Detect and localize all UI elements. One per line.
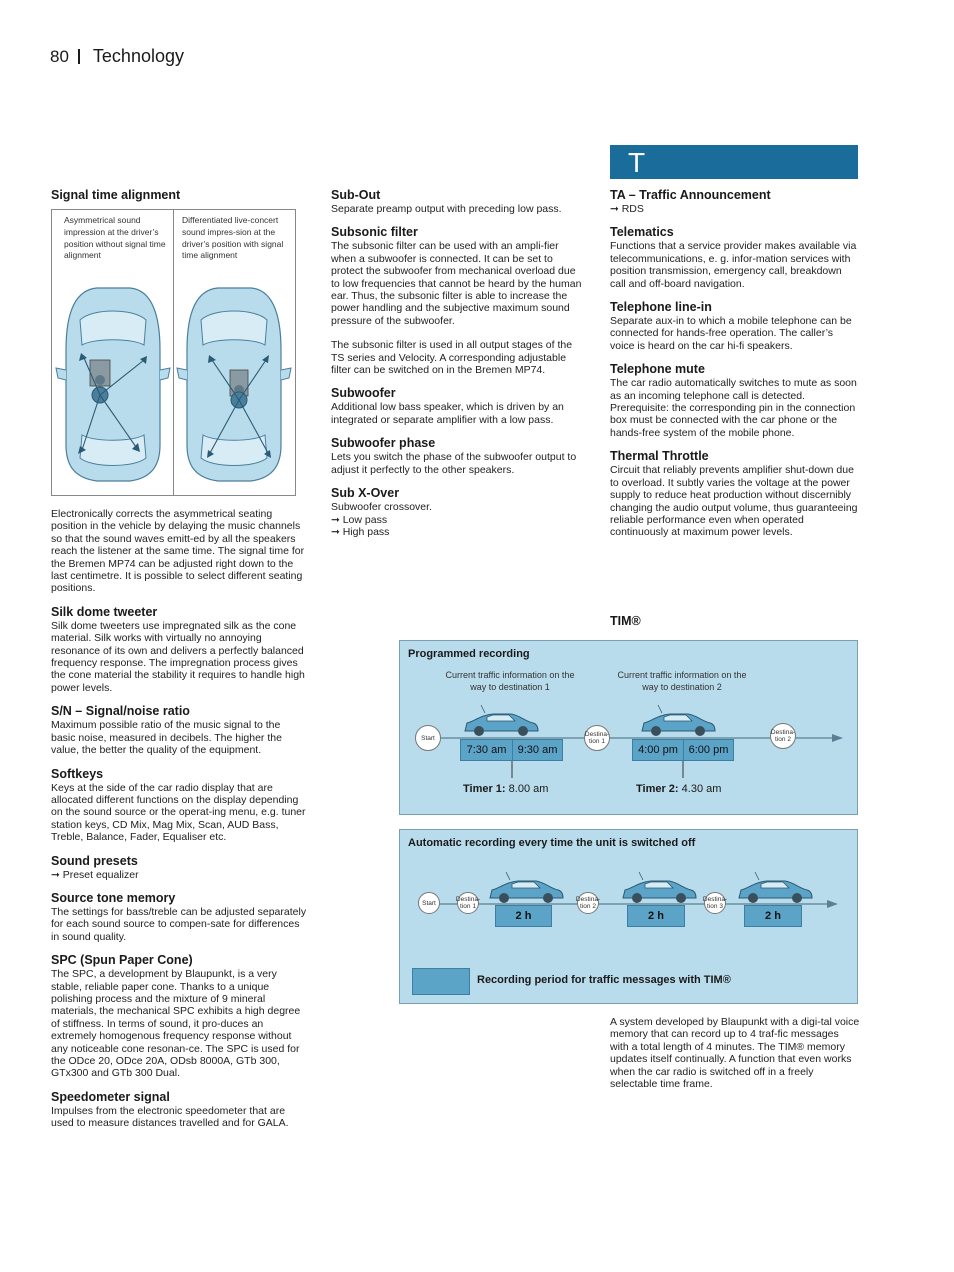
cross-reference: ➞ Preset equalizer (51, 868, 139, 881)
panel-title: Automatic recording every time the unit is switched off (408, 837, 696, 849)
entry-title: Sound presets (51, 853, 138, 868)
car-icon (623, 872, 696, 903)
time-start-2: 4:00 pm (632, 739, 684, 761)
entry-body: The settings for bass/treble can be adjusted separately for each sound source to compen-sate for differences in sound quality. (51, 905, 307, 943)
car-right-diagram (177, 288, 291, 481)
tim-description: A system developed by Blaupunkt with a digi-tal voice memory that can record up to 4 traf-fic messages with a total length of 4 minutes. The TIM® memory updates itself continually. A function that even works when the car radio is switched off in a freely selectable time frame. (610, 1016, 860, 1091)
entry-title: S/N – Signal/noise ratio (51, 704, 190, 719)
caption-without-alignment: Asymmetrical sound impression at the driver’s position without signal time alignment (64, 215, 166, 261)
entry-title: Thermal Throttle (610, 449, 709, 464)
seating-diagram (51, 209, 296, 496)
entry-body: Maximum possible ratio of the music signal to the basic noise, measured in decibels. The higher the value, the better the quality of the equipment. (51, 719, 282, 757)
entry-title: Source tone memory (51, 890, 176, 905)
car-icon (739, 872, 812, 903)
legend-label: Recording period for traffic messages with TIM® (477, 974, 731, 986)
entry-source-tone-memory (51, 891, 307, 943)
entry-body: The subsonic filter can be used with an ampli-fier when a subwoofer is connected. It can be set to protect the subwoofer from mechanical overload due to low frequencies that cannot be heard by the human ear. Thus, the subsonic filter is able to increase the power handling and the subjective maximum sound pressure of the subwoofer. (331, 240, 582, 327)
destination-2-node: Destina-tion 2 (770, 723, 796, 749)
entry-title: Softkeys (51, 766, 104, 781)
entry-body: Functions that a service provider makes available via telecommunications, e. g. infor-mation services with position transmission, emergency call, breakdown call and off-board navigation. (610, 240, 857, 290)
entry-traffic-announcement (610, 188, 860, 215)
entry-body: Impulses from the electronic speedometer that are used to measure distances travelled and for GALA. (51, 1104, 289, 1130)
car-diagrams (52, 210, 297, 497)
info-destination-2: Current traffic information on the way to destination 2 (617, 670, 747, 692)
entry-body: Separate aux-in to which a mobile telephone can be connected for hands-free operation. The caller’s voice is heard on the car hi-fi speakers. (610, 315, 852, 352)
destination-3-node: Destina-tion 3 (704, 892, 726, 914)
entry-body: Keys at the side of the car radio display that are allocated different functions on the display depending on the sound source or the operat-ing menu, e.g. tuner station keys, CD Mix, Mag Mix, Scan, AUD Bass, Treble, Balance, Fader, Equaliser etc. (51, 781, 306, 844)
entry-title: Sub-Out (331, 188, 381, 202)
section-title: Technology (92, 46, 184, 66)
destination-1-node: Destina-tion 1 (584, 725, 610, 751)
time-end-1: 9:30 am (512, 739, 563, 761)
entry-body: Electronically corrects the asymmetrical seating position in the vehicle by delaying the music channels so that the sound waves emitt-ed by all the speakers reach the listener at the same time. The signal time for the Bremen MP74 can be adjusted right down to the last centimetre. It is possible to select different seating positions. (51, 508, 305, 595)
entry-body: Lets you switch the phase of the subwoofer output to adjust it perfectly to the other speakers. (331, 451, 577, 476)
entry-title: Sub X-Over (331, 486, 400, 501)
time-end-2: 6:00 pm (683, 739, 734, 761)
banner-letter: T (628, 147, 646, 178)
entry-title: SPC (Spun Paper Cone) (51, 953, 193, 968)
entry-sub-x-over (331, 486, 583, 538)
entry-title: Subwoofer phase (331, 436, 436, 451)
legend-swatch (412, 968, 470, 995)
entry-body: The SPC, a development by Blaupunkt, is a very stable, reliable paper cone. Thanks to a unique polishing process and the mixture of 9 mineral materials, the mechanical SPC exhibits a high degree of stiffness. In terms of sound, it pro-duces an extremely homogenous frequency response without any noticeable cone resonan-ce. The SPC is used for the ODce 20, ODce 20A, ODsb 8000A, GTb 300, GTx300 and GTb 300 Dual. (51, 968, 301, 1080)
entry-subwoofer-phase (331, 436, 583, 476)
programmed-recording-diagram (399, 640, 858, 815)
entry-thermal-throttle (610, 449, 860, 538)
entry-title: Telephone line-in (610, 300, 712, 315)
entry-silk-dome-tweeter (51, 605, 307, 694)
entry-body-2: The subsonic filter is used in all output stages of the TS series and Velocity. A corresponding adjustable filter can be switched on in the Bremen MP74. (331, 339, 573, 377)
entry-telephone-line-in (610, 300, 860, 352)
duration-3: 2 h (744, 905, 802, 927)
entry-title: Telematics (610, 225, 674, 240)
time-start-1: 7:30 am (460, 739, 513, 761)
entry-softkeys (51, 767, 307, 844)
start-node: Start (418, 892, 440, 914)
entry-sub-out (331, 188, 583, 215)
car-icon (642, 705, 715, 736)
entry-body: Subwoofer crossover. (331, 501, 432, 514)
entry-body: Silk dome tweeters use impregnated silk as the cone material. Silk works with virtually no annoying resonance of its own and delivers a perfectly balanced frequency response. The impregnation process gives the cone material the stability it requires to handle high power levels. (51, 619, 305, 694)
cross-reference: ➞ Low pass (331, 513, 388, 526)
entry-title: Signal time alignment (51, 188, 181, 202)
column-3 (610, 188, 860, 549)
entry-title-tim: TIM® (610, 614, 641, 628)
column-1 (51, 188, 307, 1140)
info-destination-1: Current traffic information on the way to destination 1 (445, 670, 575, 692)
cross-reference: ➞ High pass (331, 525, 390, 538)
entry-body: The car radio automatically switches to mute as soon as an incoming telephone call is detected. Prerequisite: the corresponding pin in the connection box must be connected with the car phone or the hands-free system of the mobile phone. (610, 377, 857, 439)
column-2 (331, 188, 583, 548)
entry-title: Telephone mute (610, 362, 705, 377)
entry-telematics (610, 225, 860, 290)
entry-body: Additional low bass speaker, which is driven by an integrated or separate amplifier with a low pass. (331, 401, 564, 426)
duration-1: 2 h (495, 905, 552, 927)
entry-title: Subsonic filter (331, 225, 418, 240)
entry-sound-presets (51, 854, 307, 881)
car-icon (465, 705, 538, 736)
page-header (50, 46, 184, 67)
car-icon (490, 872, 563, 903)
entry-speedometer-signal (51, 1090, 307, 1130)
entry-telephone-mute (610, 362, 860, 439)
entry-title: Silk dome tweeter (51, 604, 158, 619)
destination-2-node: Destina-tion 2 (577, 892, 599, 914)
panel-title: Programmed recording (408, 648, 530, 660)
header-divider (78, 49, 80, 64)
entry-title: TA – Traffic Announcement (610, 188, 771, 202)
entry-signal-noise-ratio (51, 704, 307, 756)
car-left-diagram (56, 288, 170, 481)
timer-1: Timer 1: 8.00 am (463, 783, 549, 795)
entry-title: Speedometer signal (51, 1089, 170, 1104)
destination-1-node: Destina-tion 1 (457, 892, 479, 914)
letter-banner (610, 145, 858, 179)
entry-spc (51, 953, 307, 1080)
page-number: 80 (50, 46, 69, 66)
entry-body: Separate preamp output with preceding low pass. (331, 203, 562, 215)
start-node: Start (415, 725, 441, 751)
timer-2: Timer 2: 4.30 am (636, 783, 722, 795)
entry-subsonic-filter (331, 225, 583, 376)
caption-with-alignment: Differentiated live-concert sound impres-sion at the driver’s position with signal time alignment (182, 215, 284, 261)
automatic-recording-diagram (399, 829, 858, 1004)
entry-title: Subwoofer (331, 386, 396, 401)
duration-2: 2 h (627, 905, 685, 927)
entry-subwoofer (331, 386, 583, 426)
entry-signal-time-alignment (51, 188, 307, 595)
entry-body: Circuit that reliably prevents amplifier shut-down due to overload. It subtly varies the voltage at the power supply to reduce heat production without discernibly changing the audio output volume, thus guaranteeing reliable performance even when operated continuously at maximum power levels. (610, 464, 858, 539)
cross-reference: ➞ RDS (610, 203, 644, 215)
